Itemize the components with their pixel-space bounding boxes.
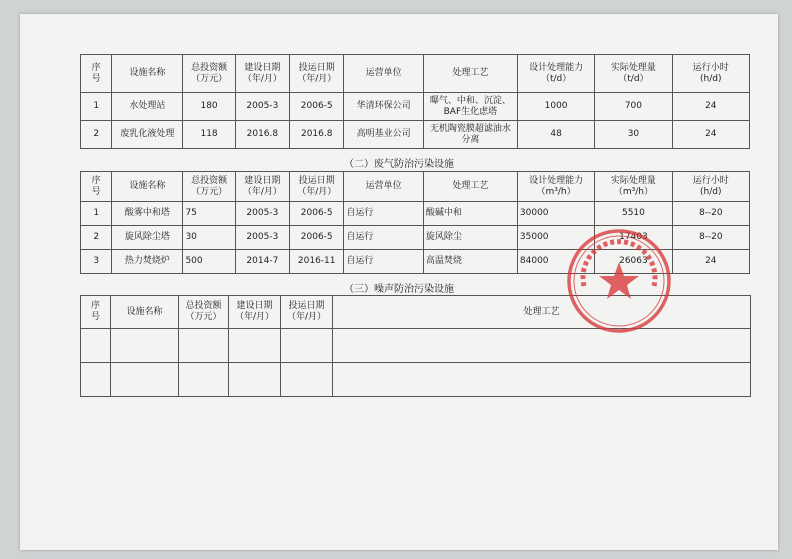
cell: 30 bbox=[183, 226, 235, 250]
cell: 118 bbox=[183, 121, 235, 149]
star-icon bbox=[599, 262, 639, 299]
cell: 2005-3 bbox=[235, 93, 289, 121]
header-process: 处理工艺 bbox=[333, 296, 751, 329]
cell: 26063 bbox=[595, 250, 672, 274]
cell: 700 bbox=[595, 93, 672, 121]
cell: 2 bbox=[81, 226, 112, 250]
cell: 高明基业公司 bbox=[344, 121, 423, 149]
cell bbox=[81, 363, 111, 397]
cell: 30 bbox=[595, 121, 672, 149]
cell: 180 bbox=[183, 93, 235, 121]
header-facility-name: 设施名称 bbox=[111, 296, 179, 329]
cell: 华清环保公司 bbox=[344, 93, 423, 121]
cell bbox=[333, 329, 751, 363]
header-facility-name: 设施名称 bbox=[112, 172, 183, 202]
header-run-hours: 运行小时 (h/d) bbox=[672, 55, 749, 93]
cell bbox=[333, 363, 751, 397]
header-process: 处理工艺 bbox=[423, 172, 517, 202]
cell: 2006-5 bbox=[290, 202, 344, 226]
cell: 84000 bbox=[517, 250, 594, 274]
cell: 2016.8 bbox=[290, 121, 344, 149]
cell: 曝气、中和、沉淀、BAF生化虑塔 bbox=[423, 93, 517, 121]
table-header-row bbox=[81, 172, 750, 202]
header-design-capacity: 设计处理能力 （t/d） bbox=[517, 55, 594, 93]
cell: 1 bbox=[81, 93, 112, 121]
cell: 17403 bbox=[595, 226, 672, 250]
cell: 水处理站 bbox=[112, 93, 183, 121]
seal-graphic bbox=[569, 231, 669, 331]
cell bbox=[229, 329, 281, 363]
cell: 1 bbox=[81, 202, 112, 226]
cell: 2014-7 bbox=[235, 250, 289, 274]
cell bbox=[179, 363, 229, 397]
table-row bbox=[81, 93, 750, 121]
cell: 高温焚烧 bbox=[423, 250, 517, 274]
cell bbox=[111, 363, 179, 397]
header-run-hours: 运行小时 (h/d) bbox=[672, 172, 749, 202]
cell bbox=[281, 329, 333, 363]
cell bbox=[111, 329, 179, 363]
cell: 8--20 bbox=[672, 202, 749, 226]
header-build-date: 建设日期 （年/月） bbox=[229, 296, 281, 329]
cell: 30000 bbox=[517, 202, 594, 226]
cell: 旋风除尘 bbox=[423, 226, 517, 250]
cell: 2005-3 bbox=[235, 202, 289, 226]
table-row bbox=[81, 121, 750, 149]
cell: 2016.8 bbox=[235, 121, 289, 149]
cell: 5510 bbox=[595, 202, 672, 226]
header-investment: 总投资额 （万元） bbox=[183, 172, 235, 202]
cell: 75 bbox=[183, 202, 235, 226]
document-page bbox=[20, 14, 778, 550]
cell: 热力焚烧炉 bbox=[112, 250, 183, 274]
header-index: 序 号 bbox=[81, 55, 112, 93]
header-process: 处理工艺 bbox=[423, 55, 517, 93]
header-operation-date: 投运日期 （年/月） bbox=[290, 172, 344, 202]
cell: 酸碱中和 bbox=[423, 202, 517, 226]
header-actual-volume: 实际处理量 （m³/h） bbox=[595, 172, 672, 202]
table-header-row bbox=[81, 55, 750, 93]
cell: 无机陶瓷膜超滤油水分离 bbox=[423, 121, 517, 149]
header-operator: 运营单位 bbox=[344, 172, 423, 202]
header-operator: 运营单位 bbox=[344, 55, 423, 93]
official-seal bbox=[564, 226, 674, 336]
cell: 2006-5 bbox=[290, 226, 344, 250]
cell: 24 bbox=[672, 93, 749, 121]
cell: 500 bbox=[183, 250, 235, 274]
header-operation-date: 投运日期 （年/月） bbox=[290, 55, 344, 93]
cell: 2016-11 bbox=[290, 250, 344, 274]
cell bbox=[179, 329, 229, 363]
section-title-air: （二）废气防治污染设施 bbox=[344, 159, 454, 170]
table-row bbox=[81, 363, 751, 397]
header-index: 序 号 bbox=[81, 172, 112, 202]
header-facility-name: 设施名称 bbox=[112, 55, 183, 93]
cell: 48 bbox=[517, 121, 594, 149]
section-title-noise: （三）噪声防治污染设施 bbox=[344, 284, 454, 295]
cell bbox=[229, 363, 281, 397]
cell: 3 bbox=[81, 250, 112, 274]
cell: 24 bbox=[672, 250, 749, 274]
water-facilities-table bbox=[80, 54, 750, 149]
header-investment: 总投资额 （万元） bbox=[183, 55, 235, 93]
cell bbox=[281, 363, 333, 397]
cell: 2005-3 bbox=[235, 226, 289, 250]
cell: 1000 bbox=[517, 93, 594, 121]
cell: 酸雾中和塔 bbox=[112, 202, 183, 226]
cell: 8--20 bbox=[672, 226, 749, 250]
cell: 旋风除尘塔 bbox=[112, 226, 183, 250]
header-index: 序 号 bbox=[81, 296, 111, 329]
cell: 2 bbox=[81, 121, 112, 149]
header-operation-date: 投运日期 （年/月） bbox=[281, 296, 333, 329]
cell: 废乳化液处理 bbox=[112, 121, 183, 149]
cell: 24 bbox=[672, 121, 749, 149]
cell: 2006-5 bbox=[290, 93, 344, 121]
cell: 35000 bbox=[517, 226, 594, 250]
cell: 自运行 bbox=[344, 202, 423, 226]
header-investment: 总投资额 （万元） bbox=[179, 296, 229, 329]
cell bbox=[81, 329, 111, 363]
cell: 自运行 bbox=[344, 250, 423, 274]
table-row bbox=[81, 202, 750, 226]
header-design-capacity: 设计处理能力 （m³/h） bbox=[517, 172, 594, 202]
header-build-date: 建设日期 （年/月） bbox=[235, 172, 289, 202]
cell: 自运行 bbox=[344, 226, 423, 250]
header-build-date: 建设日期 （年/月） bbox=[235, 55, 289, 93]
header-actual-volume: 实际处理量 （t/d） bbox=[595, 55, 672, 93]
